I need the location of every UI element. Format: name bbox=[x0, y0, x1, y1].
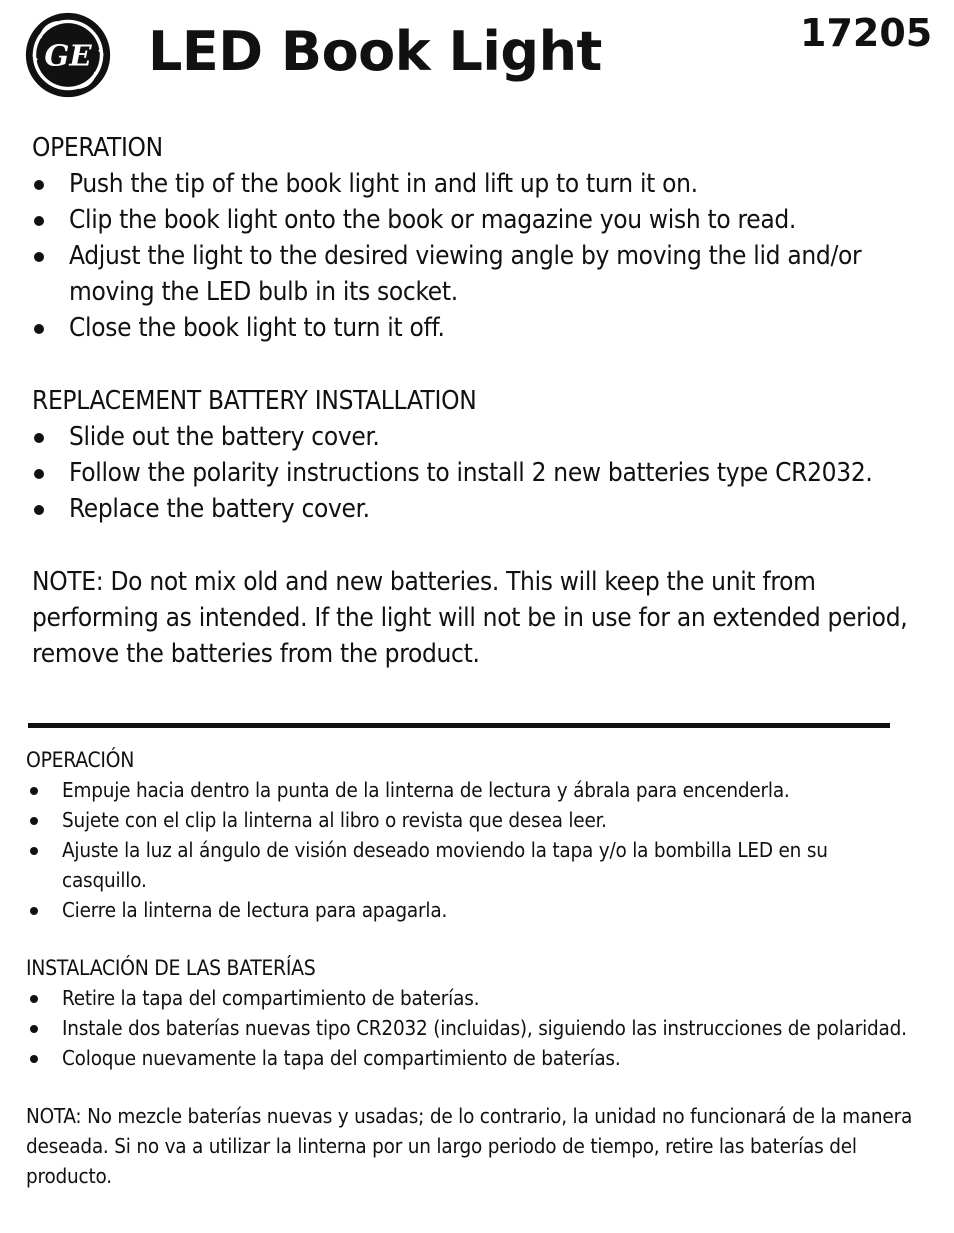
spanish-section bbox=[26, 745, 916, 1191]
list-item: Replace the battery cover. bbox=[32, 491, 912, 527]
page-title: LED Book Light bbox=[148, 20, 602, 83]
list-item: Sujete con el clip la linterna al libro o revista que desea leer. bbox=[26, 805, 916, 835]
note-paragraph: NOTE: Do not mix old and new batteries. This will keep the unit from performing as intended. If the light will not be in use for an extended period, remove the batteries from the product. bbox=[32, 567, 908, 669]
list-item: Clip the book light onto the book or magazine you wish to read. bbox=[32, 202, 912, 238]
logo-text: GE bbox=[44, 38, 92, 73]
operation-heading: OPERATION bbox=[32, 133, 163, 163]
operacion-list bbox=[26, 775, 916, 925]
list-item: Coloque nuevamente la tapa del compartimiento de baterías. bbox=[26, 1043, 916, 1073]
list-item: Cierre la linterna de lectura para apagarla. bbox=[26, 895, 916, 925]
baterias-list bbox=[26, 983, 916, 1073]
list-item: Follow the polarity instructions to install 2 new batteries type CR2032. bbox=[32, 455, 912, 491]
english-section bbox=[32, 130, 912, 672]
section-divider bbox=[28, 723, 890, 728]
list-item: Push the tip of the book light in and lift up to turn it on. bbox=[32, 166, 912, 202]
battery-list bbox=[32, 419, 912, 527]
list-item: Instale dos baterías nuevas tipo CR2032 (incluidas), siguiendo las instrucciones de polaridad. bbox=[26, 1013, 916, 1043]
model-number: 17205 bbox=[800, 11, 933, 55]
operation-list bbox=[32, 166, 912, 346]
operacion-heading: OPERACIÓN bbox=[26, 748, 135, 772]
list-item: Empuje hacia dentro la punta de la linterna de lectura y ábrala para encenderla. bbox=[26, 775, 916, 805]
header bbox=[0, 0, 954, 110]
nota-paragraph: NOTA: No mezcle baterías nuevas y usadas; de lo contrario, la unidad no funcionará de la manera deseada. Si no va a utilizar la linterna por un largo periodo de tiempo, retire las baterías del producto. bbox=[26, 1104, 913, 1188]
baterias-heading: INSTALACIÓN DE LAS BATERÍAS bbox=[26, 956, 316, 980]
list-item: Slide out the battery cover. bbox=[32, 419, 912, 455]
list-item: Retire la tapa del compartimiento de baterías. bbox=[26, 983, 916, 1013]
ge-logo bbox=[25, 12, 111, 98]
battery-heading: REPLACEMENT BATTERY INSTALLATION bbox=[32, 386, 477, 416]
list-item: Ajuste la luz al ángulo de visión deseado moviendo la tapa y/o la bombilla LED en su casquillo. bbox=[26, 835, 916, 895]
list-item: Adjust the light to the desired viewing angle by moving the lid and/or moving the LED bulb in its socket. bbox=[32, 238, 912, 310]
list-item: Close the book light to turn it off. bbox=[32, 310, 912, 346]
